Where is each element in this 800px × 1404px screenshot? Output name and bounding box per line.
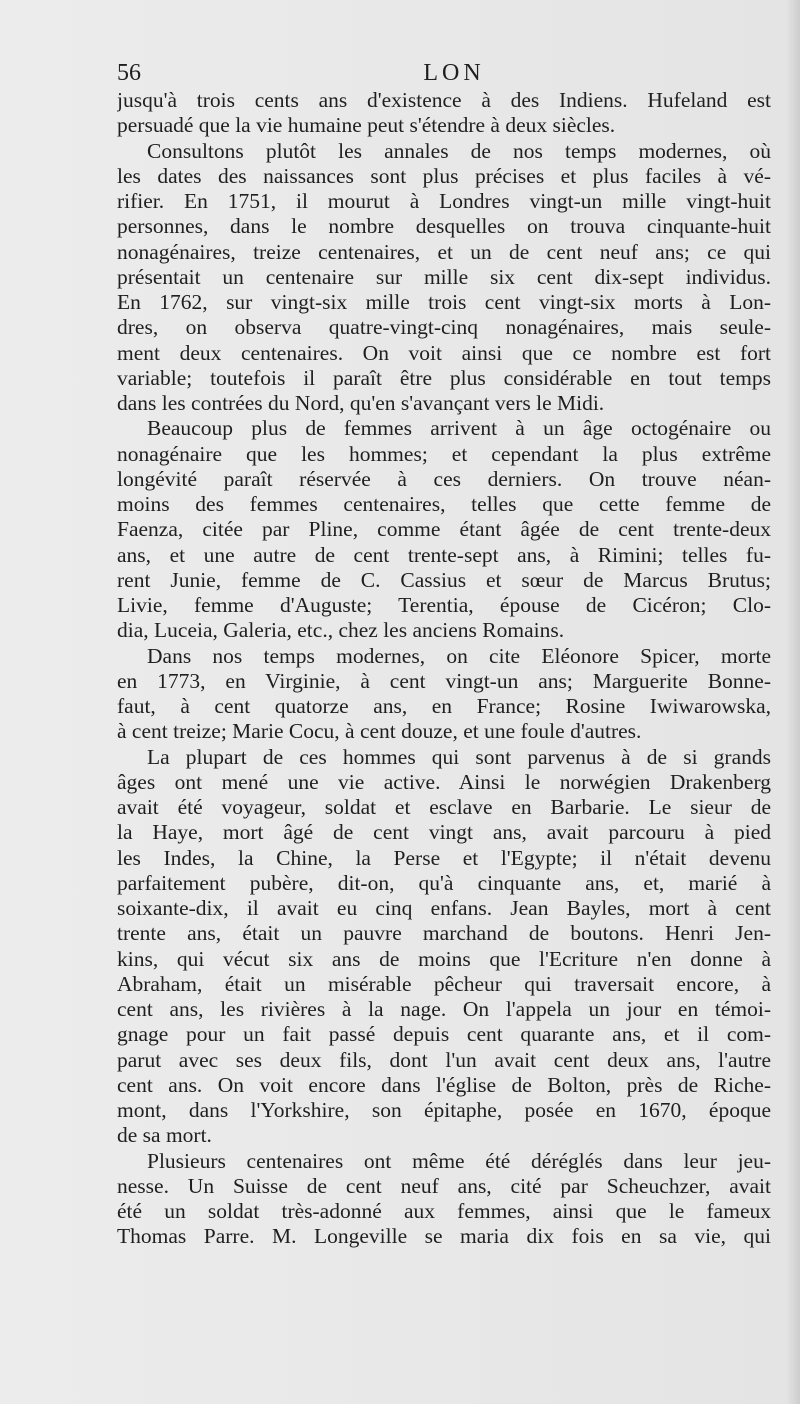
page-number: 56 <box>117 60 141 86</box>
text-line: en 1773, en Virginie, à cent vingt-un ans; Marguerite Bonne- <box>117 668 771 693</box>
text-line: Beaucoup plus de femmes arrivent à un âge octogénaire ou <box>147 416 771 441</box>
text-line: Dans nos temps modernes, on cite Eléonore Spicer, morte <box>147 643 771 668</box>
text-line: les dates des naissances sont plus précises et plus faciles à vé- <box>117 163 771 188</box>
text-line: La plupart de ces hommes qui sont parvenus à de si grands <box>147 744 771 769</box>
text-line: présentait un centenaire sur mille six cent dix-sept individus. <box>117 264 771 289</box>
text-line: kins, qui vécut six ans de moins que l'Ecriture n'en donne à <box>117 946 771 971</box>
text-line: parut avec ses deux fils, dont l'un avait cent deux ans, l'autre <box>117 1047 771 1072</box>
page-header <box>117 60 771 90</box>
text-line: les Indes, la Chine, la Perse et l'Egypte; il n'était devenu <box>117 845 771 870</box>
text-line: Faenza, citée par Pline, comme étant âgée de cent trente-deux <box>117 517 771 542</box>
text-line: ment deux centenaires. On voit ainsi que ce nombre est fort <box>117 340 771 365</box>
running-head: LON <box>423 60 485 86</box>
text-line: âges ont mené une vie active. Ainsi le norwégien Drakenberg <box>117 769 771 794</box>
text-line: En 1762, sur vingt-six mille trois cent vingt-six morts à Lon- <box>117 290 771 314</box>
text-line: trente ans, était un pauvre marchand de boutons. Henri Jen- <box>117 921 771 946</box>
text-line: la Haye, mort âgé de cent vingt ans, avait parcouru à pied <box>117 820 771 845</box>
text-line: dans les contrées du Nord, qu'en s'avançant vers le Midi. <box>117 391 605 415</box>
body-text <box>117 88 771 1250</box>
text-line: nonagénaire que les hommes; et cependant la plus extrême <box>117 441 771 466</box>
text-line: Thomas Parre. M. Longeville se maria dix fois en sa vie, qui <box>117 1224 771 1249</box>
text-line: cent ans, les rivières à la nage. On l'appela un jour en témoi- <box>117 997 771 1021</box>
text-line: nonagénaires, treize centenaires, et un de cent neuf ans; ce qui <box>117 239 771 264</box>
page-edge-shadow <box>786 0 800 1404</box>
text-line: Plusieurs centenaires ont même été déréglés dans leur jeu- <box>147 1148 771 1173</box>
text-line: Livie, femme d'Auguste; Terentia, épouse de Cicéron; Clo- <box>117 593 771 617</box>
text-line: parfaitement pubère, dit-on, qu'à cinquante ans, et, marié à <box>117 870 771 895</box>
text-line: rent Junie, femme de C. Cassius et sœur de Marcus Brutus; <box>117 567 771 592</box>
text-line: été un soldat très-adonné aux femmes, ainsi que le fameux <box>117 1199 771 1223</box>
text-line: longévité paraît réservée à ces derniers. On trouve néan- <box>117 466 771 491</box>
text-line: à cent treize; Marie Cocu, à cent douze, et une foule d'autres. <box>117 719 642 744</box>
text-line: Abraham, était un misérable pêcheur qui traversait encore, à <box>117 971 771 996</box>
text-line: de sa mort. <box>117 1123 212 1148</box>
text-line: jusqu'à trois cents ans d'existence à des Indiens. Hufeland est <box>117 88 771 112</box>
text-line: dres, on observa quatre-vingt-cinq nonagénaires, mais seule- <box>117 315 771 340</box>
text-line: gnage pour un fait passé depuis cent quarante ans, et il com- <box>117 1022 771 1047</box>
text-line: dia, Luceia, Galeria, etc., chez les anciens Romains. <box>117 618 565 643</box>
text-line: moins des femmes centenaires, telles que cette femme de <box>117 492 771 516</box>
text-line: nesse. Un Suisse de cent neuf ans, cité par Scheuchzer, avait <box>117 1173 771 1198</box>
text-line: Consultons plutôt les annales de nos temps modernes, où <box>147 138 771 163</box>
text-line: variable; toutefois il paraît être plus considérable en tout temps <box>117 365 771 390</box>
text-line: rifier. En 1751, il mourut à Londres vingt-un mille vingt-huit <box>117 189 771 213</box>
text-line: soixante-dix, il avait eu cinq enfans. Jean Bayles, mort à cent <box>117 896 771 920</box>
text-line: personnes, dans le nombre desquelles on trouva cinquante-huit <box>117 214 771 239</box>
text-line: faut, à cent quatorze ans, en France; Rosine Iwiwarowska, <box>117 694 771 718</box>
text-line: ans, et une autre de cent trente-sept ans, à Rimini; telles fu- <box>117 542 771 567</box>
text-line: mont, dans l'Yorkshire, son épitaphe, posée en 1670, époque <box>117 1098 771 1122</box>
text-line: avait été voyageur, soldat et esclave en Barbarie. Le sieur de <box>117 795 771 819</box>
text-line: cent ans. On voit encore dans l'église de Bolton, près de Riche- <box>117 1072 771 1097</box>
text-line: persuadé que la vie humaine peut s'étendre à deux siècles. <box>117 113 616 138</box>
